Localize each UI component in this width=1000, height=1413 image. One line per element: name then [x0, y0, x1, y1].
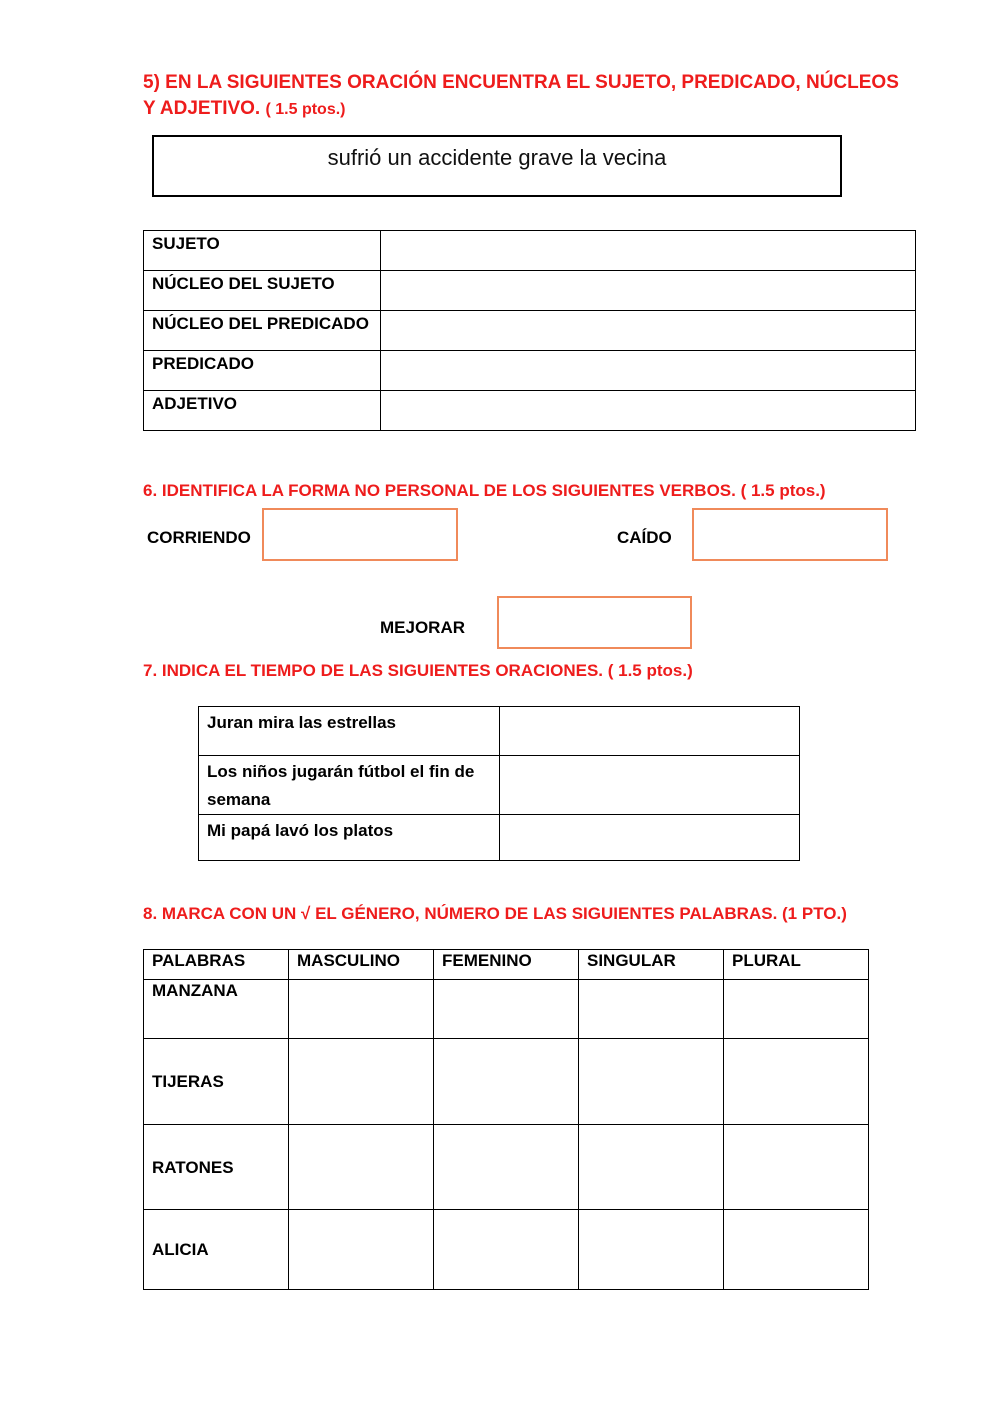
answer-cell-predicado[interactable] — [381, 351, 916, 391]
mark-cell[interactable] — [289, 980, 434, 1039]
section8-title: 8. MARCA CON UN √ EL GÉNERO, NÚMERO DE LAS SIGUIENTES PALABRAS. (1 PTO.) — [143, 904, 847, 923]
row-label: NÚCLEO DEL SUJETO — [144, 271, 381, 311]
section6-title: 6. IDENTIFICA LA FORMA NO PERSONAL DE LOS SIGUIENTES VERBOS. ( 1.5 ptos.) — [143, 481, 826, 500]
tense-answer-cell[interactable] — [500, 707, 800, 756]
sentence-cell: Los niños jugarán fútbol el fin de semana — [199, 756, 500, 815]
answer-cell-nucleo-sujeto[interactable] — [381, 271, 916, 311]
header-singular: SINGULAR — [579, 950, 724, 980]
tense-table — [198, 706, 800, 861]
table-row — [144, 231, 916, 271]
word-cell: RATONES — [144, 1125, 289, 1210]
mark-cell[interactable] — [434, 1039, 579, 1125]
table-row — [144, 1210, 869, 1290]
mark-cell[interactable] — [579, 980, 724, 1039]
answer-cell-sujeto[interactable] — [381, 231, 916, 271]
word-cell: MANZANA — [144, 980, 289, 1039]
word-cell: ALICIA — [144, 1210, 289, 1290]
mark-cell[interactable] — [724, 1210, 869, 1290]
verb-label-caido: CAÍDO — [617, 528, 672, 547]
answer-cell-nucleo-predicado[interactable] — [381, 311, 916, 351]
word-cell: TIJERAS — [144, 1039, 289, 1125]
table-row — [199, 815, 800, 861]
section5-points: ( 1.5 ptos.) — [265, 101, 346, 118]
row-label: NÚCLEO DEL PREDICADO — [144, 311, 381, 351]
verb-label-corriendo: CORRIENDO — [147, 528, 251, 547]
sentence-cell: Juran mira las estrellas — [199, 707, 500, 756]
table-row — [199, 707, 800, 756]
mark-cell[interactable] — [434, 980, 579, 1039]
mark-cell[interactable] — [579, 1039, 724, 1125]
verb-label-mejorar: MEJORAR — [380, 618, 466, 637]
mark-cell[interactable] — [724, 1039, 869, 1125]
mark-cell[interactable] — [289, 1210, 434, 1290]
table-row — [144, 1125, 869, 1210]
mark-cell[interactable] — [579, 1125, 724, 1210]
section5-title — [143, 70, 903, 123]
row-label: PREDICADO — [144, 351, 381, 391]
mark-cell[interactable] — [289, 1125, 434, 1210]
table-header-row — [144, 950, 869, 980]
table-row — [144, 391, 916, 431]
table-row — [144, 980, 869, 1039]
section5-title-text: 5) EN LA SIGUIENTES ORACIÓN ENCUENTRA EL SUJETO, PREDICADO, NÚCLEOS Y ADJETIVO. — [143, 72, 899, 119]
row-label: SUJETO — [144, 231, 381, 271]
mark-cell[interactable] — [724, 980, 869, 1039]
header-masculino: MASCULINO — [289, 950, 434, 980]
tense-answer-cell[interactable] — [500, 756, 800, 815]
mark-cell[interactable] — [434, 1210, 579, 1290]
answer-cell-adjetivo[interactable] — [381, 391, 916, 431]
tense-answer-cell[interactable] — [500, 815, 800, 861]
mark-cell[interactable] — [434, 1125, 579, 1210]
answer-box-corriendo[interactable] — [262, 508, 458, 561]
sentence-text: sufrió un accidente grave la vecina — [327, 145, 667, 170]
table-row — [144, 1039, 869, 1125]
table-row — [144, 271, 916, 311]
answer-box-mejorar[interactable] — [497, 596, 692, 649]
table-row — [199, 756, 800, 815]
row-label: ADJETIVO — [144, 391, 381, 431]
answer-box-caido[interactable] — [692, 508, 888, 561]
table-row — [144, 311, 916, 351]
sentence-box — [152, 135, 842, 197]
gender-number-table — [143, 949, 869, 1290]
mark-cell[interactable] — [289, 1039, 434, 1125]
sentence-cell: Mi papá lavó los platos — [199, 815, 500, 861]
header-plural: PLURAL — [724, 950, 869, 980]
analysis-table — [143, 230, 916, 431]
header-femenino: FEMENINO — [434, 950, 579, 980]
mark-cell[interactable] — [579, 1210, 724, 1290]
mark-cell[interactable] — [724, 1125, 869, 1210]
header-palabras: PALABRAS — [144, 950, 289, 980]
section7-title: 7. INDICA EL TIEMPO DE LAS SIGUIENTES ORACIONES. ( 1.5 ptos.) — [143, 661, 693, 680]
table-row — [144, 351, 916, 391]
